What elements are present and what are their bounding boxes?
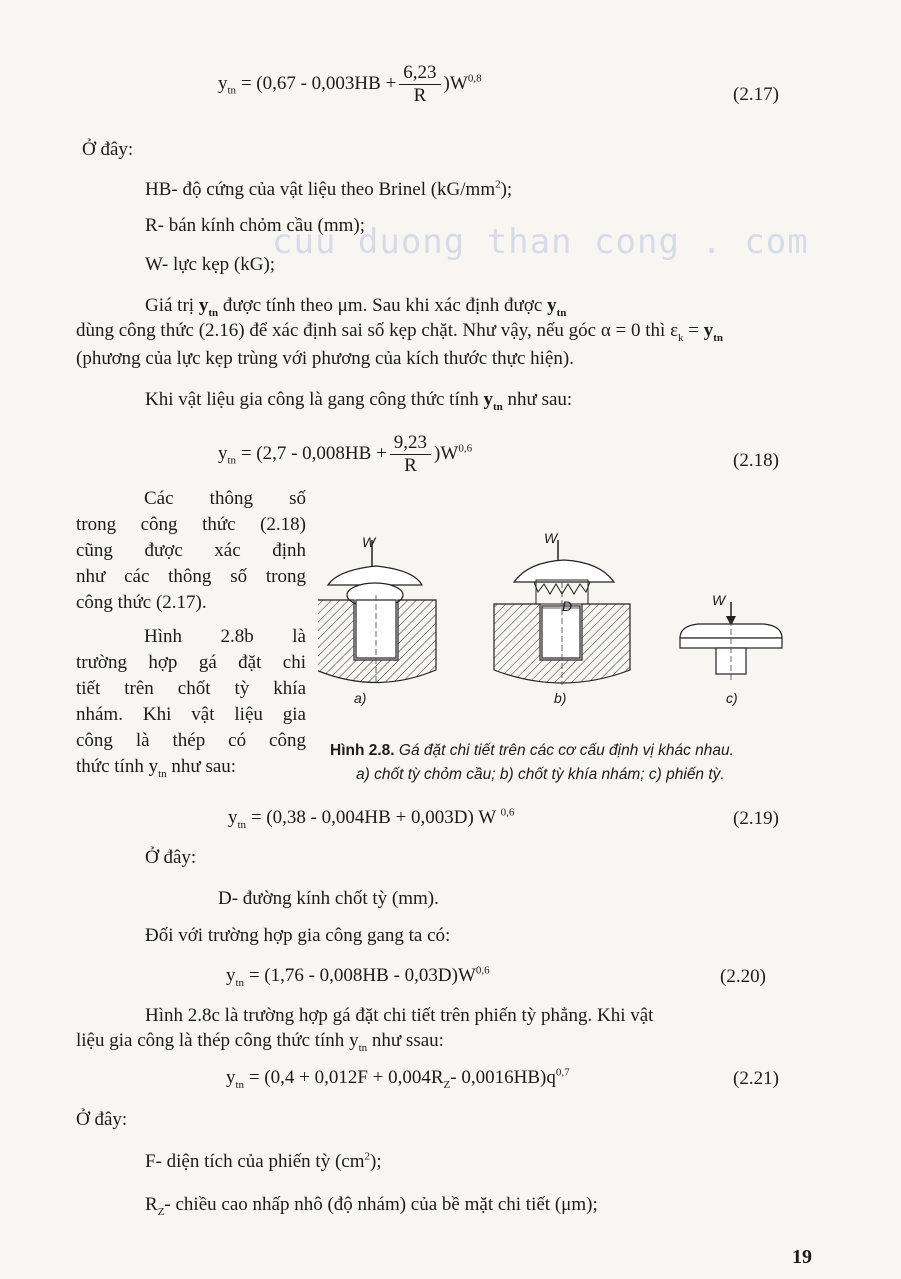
equation-2-20: $y_{tn} = (1,76 - 0,008HB - 0,03D)W^{0,6}$ — [226, 964, 490, 989]
definition-f: F- diện tích của phiến tỳ $(cm^2)$; — [145, 1150, 382, 1172]
figure-caption: Hình 2.8. Gá đặt chi tiết trên các cơ cấu định vị khác nhau. — [330, 742, 734, 759]
definition-w: W- lực kẹp (kG); — [145, 254, 276, 275]
paragraph-line: Hình 2.8c là trường hợp gá đặt chi tiết trên phiến tỳ phẳng. Khi vật — [145, 1005, 654, 1026]
definition-d: D- đường kính chốt tỳ (mm). — [218, 888, 439, 909]
equation-2-21: $y_{tn} = (0,4 + 0,012F + 0,004R_Z-$ $0,0016HB)q^{0,7}$ — [226, 1066, 570, 1091]
o-day-label: Ở đây: — [76, 1109, 128, 1130]
subfigure-label-b: b) — [554, 690, 567, 706]
force-label-c: W — [712, 592, 726, 608]
paragraph-line: dùng công thức (2.16) để xác định sai số kẹp chặt. Như vậy, nếu góc α = 0 thì $\varepsilon_k = y_{tn}$ — [76, 320, 724, 344]
figure-2-8 — [318, 520, 888, 720]
paragraph-line: Khi vật liệu gia công là gang công thức tính $y_{tn}$ như sau: — [145, 389, 573, 413]
paragraph-line: Giá trị $y_{tn}$ được tính theo μm. Sau khi xác định được $y_{tn}$ — [145, 295, 567, 319]
equation-number: (2.18) — [733, 450, 779, 471]
left-column-text: Các thông số trong công thức (2.18) cũng được xác định như các thông số trong công thức (2.17). Hình 2.8b là trường hợp gá đặt chi tiết trên chốt tỳ khía nhám. Khi vật liệu gia công là thép có công thức tính $y_{tn}$ như sau: — [76, 488, 306, 780]
equation-number: (2.17) — [733, 84, 779, 105]
equation-2-17: $y_{tn} = (0,67 - 0,003HB$ + $\frac{6,23}{R}$ )$W^{0,8}$ — [218, 62, 482, 106]
figure-caption-line2: a) chốt tỳ chỏm cầu; b) chốt tỳ khía nhám; c) phiến tỳ. — [356, 766, 725, 783]
o-day-label: Ở đây: — [145, 847, 197, 868]
paragraph-line: liệu gia công là thép công thức tính $y_{tn}$ như ssau: — [76, 1030, 444, 1054]
subfigure-label-c: c) — [726, 690, 738, 706]
equation-2-18: $y_{tn} = (2,7 - 0,008HB$ + $\frac{9,23}{R}$ )$W^{0,6}$ — [218, 432, 473, 476]
o-day-label: Ở đây: — [82, 139, 134, 160]
diameter-label: D — [562, 598, 573, 614]
paragraph-line: (phương của lực kẹp trùng với phương của kích thước thực hiện). — [76, 348, 574, 369]
force-label-b: W — [544, 530, 558, 546]
definition-rz: $R_Z-$ chiều cao nhấp nhô (độ nhám) của bề mặt chi tiết (μm); — [145, 1194, 598, 1218]
watermark: cuu duong than cong . com — [272, 222, 809, 262]
page-number: 19 — [792, 1246, 812, 1268]
fixture-c-flat-plate — [680, 602, 782, 680]
equation-2-19: $y_{tn} = (0,38 - 0,004HB + 0,003D)$ W $^{0,6}$ — [228, 806, 515, 831]
definition-hb: HB- độ cứng của vật liệu theo Brinel $(kG/mm^2)$; — [145, 178, 513, 200]
paragraph-line: Đối với trường hợp gia công gang ta có: — [145, 925, 451, 946]
equation-number: (2.20) — [720, 966, 766, 987]
equation-number: (2.21) — [733, 1068, 779, 1089]
subfigure-label-a: a) — [354, 690, 367, 706]
definition-r: R- bán kính chỏm cầu (mm); — [145, 215, 366, 236]
fixture-a-spherical-pin — [318, 540, 436, 685]
force-label-a: W — [362, 534, 376, 550]
figure-drawing — [318, 520, 888, 720]
equation-number: (2.19) — [733, 808, 779, 829]
